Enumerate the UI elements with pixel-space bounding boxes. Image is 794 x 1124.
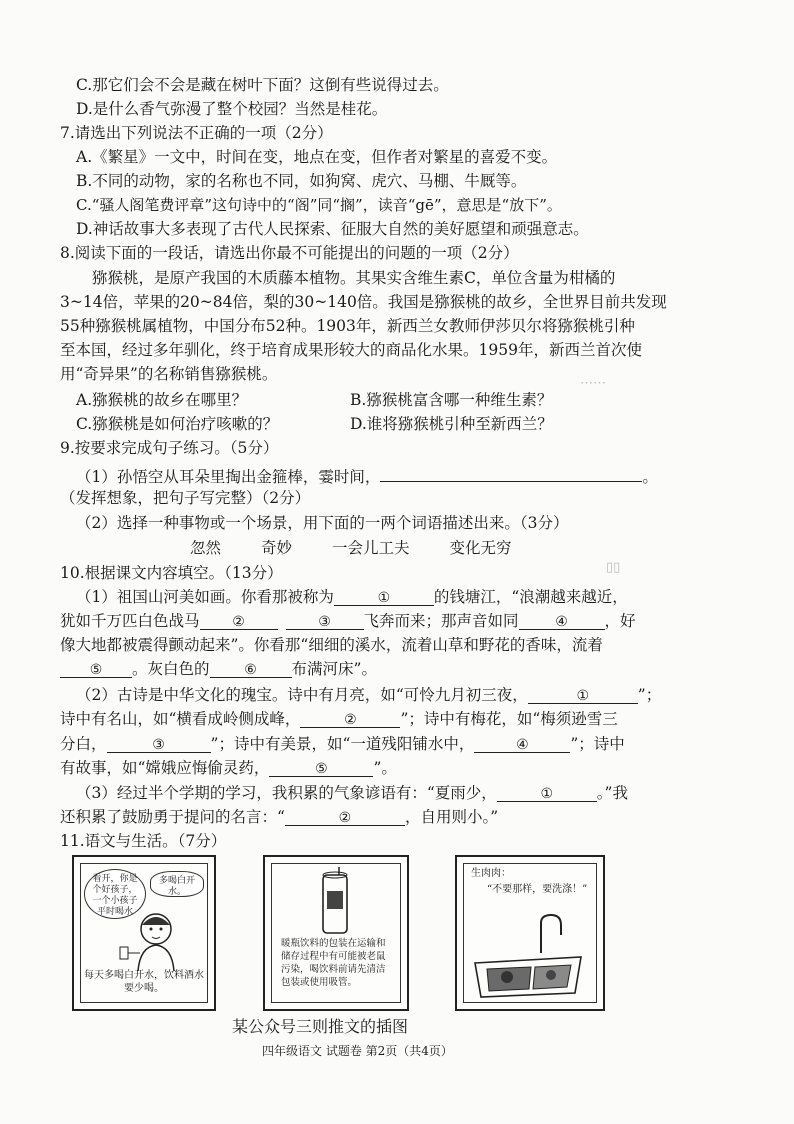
q8-option-d: D.谁将猕猴桃引种至新西兰？ — [350, 415, 553, 433]
q8-stem: 8.阅读下面的一段话，请选出你最不可能提出的问题的一项（2分） — [60, 244, 519, 262]
page-footer: 四年级语文 试题卷 第2页（共4页） — [262, 1044, 453, 1058]
illustration-panel-sink — [455, 855, 605, 1011]
q9-sentence-2: （2）选择一种事物或一个场景，用下面的一两个词语描述出来。（3分） — [76, 514, 569, 532]
q10-poem-blank-5[interactable]: ⑤ — [269, 758, 373, 777]
drink-can-icon — [317, 867, 353, 937]
illustration-panel-can — [263, 855, 409, 1011]
q10-text: ”； — [637, 686, 662, 704]
speech-bubble-right: 多喝白开水。 — [150, 871, 204, 897]
q7-option-c: C.“骚人阁笔费评章”这句诗中的“阁”同“搁”，读音“gē”，意思是“放下”。 — [76, 196, 562, 214]
q10-text: （3）经过半个学期的学习，我积累的气象谚语有：“夏雨少， — [76, 784, 497, 802]
q10-part3-line1 — [76, 782, 794, 804]
q10-text: ”；诗中 — [570, 735, 625, 753]
q8-option-a: A.猕猴桃的故乡在哪里？ — [76, 391, 248, 409]
q9-word: 奇妙 — [261, 539, 293, 557]
q10-blank-4[interactable]: ④ — [519, 611, 605, 630]
q10-text: ，好 — [604, 612, 636, 630]
q8-passage-line-5: 用“奇异果”的名称销售猕猴桃。 — [60, 365, 278, 383]
q7-stem: 7.请选出下列说法不正确的一项（2分） — [60, 124, 333, 142]
figure-caption: 某公众号三则推文的插图 — [232, 1017, 409, 1036]
q7-option-a: A.《繁星》一文中，时间在变，地点在变，但作者对繁星的喜爱不变。 — [76, 148, 558, 166]
panel3-quote: “不要那样，要洗涤！” — [487, 884, 588, 895]
q10-text: 。”我 — [596, 784, 628, 802]
q10-part1-line1 — [76, 586, 794, 608]
q10-text: （1）祖国山河美如画。你看那被称为 — [76, 588, 334, 606]
q10-text: （2）古诗是中华文化的瑰宝。诗中有月亮，如“可怜九月初三夜， — [76, 686, 528, 704]
q10-blank-6[interactable]: ⑥ — [210, 659, 292, 678]
q10-part2-line3 — [60, 733, 794, 755]
q9-word: 变化无穷 — [449, 539, 512, 557]
q10-text: 诗中有名山，如“横看成岭侧成峰， — [60, 710, 301, 728]
panel3-header: 生肉肉： — [471, 868, 511, 879]
q10-text: 犹如千万匹白色战马 — [60, 612, 200, 630]
q10-text: 飞奔而来；那声音如同 — [363, 612, 519, 630]
q10-blank-2[interactable]: ② — [200, 611, 278, 630]
q9-sentence-1 — [76, 463, 794, 488]
q10-quote-blank-2[interactable]: ② — [285, 807, 405, 826]
illustration-panel-water — [72, 855, 216, 1011]
q10-poem-blank-2[interactable]: ② — [300, 709, 400, 728]
q10-text: 的钱塘江，“浪潮越来越近， — [433, 588, 628, 606]
q10-blank-3[interactable]: ③ — [286, 611, 364, 630]
q10-part1-line3: 像大地都被震得颤动起来”。你看那“细细的溪水，流着山草和野花的香味，流着 — [60, 636, 603, 654]
q8-passage-line-4: 至本国，经过多年驯化，终于培育成果形较大的商品化水果。1959年，新西兰首次使 — [60, 341, 642, 359]
panel1-caption: 每天多喝白开水，饮料酒水要少喝。 — [84, 970, 204, 994]
q10-part1-line4 — [60, 658, 794, 680]
q9-sentence-1-blank[interactable] — [380, 463, 642, 482]
q10-part2-line1 — [76, 684, 794, 706]
q10-text: 布满河床”。 — [291, 660, 377, 678]
panel2-caption: 暖瓶饮料的包装在运输和储存过程中有可能被老鼠污染，喝饮料前请先清洁包装或使用吸管。 — [281, 938, 386, 988]
q6-option-d: D.是什么香气弥漫了整个校园？当然是桂花。 — [76, 100, 388, 118]
bleed-through-mark: ⋯⋯ — [580, 376, 606, 391]
q10-part2-line2 — [60, 708, 794, 730]
q9-sentence-1-note: （发挥想象，把句子写完整）（2分） — [60, 489, 311, 507]
q8-passage-line-2: 3~14倍，苹果的20~84倍，梨的30~140倍。我国是猕猴桃的故乡，全世界目前共发现 — [60, 293, 667, 311]
q10-poem-blank-1[interactable]: ① — [528, 685, 638, 704]
q10-text: ，自用则小。” — [404, 808, 499, 826]
sink-faucet-icon — [471, 913, 589, 999]
q9-stem: 9.按要求完成句子练习。（5分） — [60, 439, 279, 457]
q10-stem: 10.根据课文内容填空。（13分） — [60, 564, 283, 582]
q8-passage-line-3: 55种猕猴桃属植物，中国分布52种。1903年，新西兰女教师伊莎贝尔将猕猴桃引种 — [60, 317, 635, 335]
q9-word: 一会儿工夫 — [332, 539, 410, 557]
q10-part3-line2 — [60, 806, 794, 828]
q6-option-c: C.那它们会不会是藏在树叶下面？这倒有些说得过去。 — [76, 76, 449, 94]
q10-text: 分白， — [60, 735, 107, 753]
q10-text: ”；诗中有梅花，如“梅须逊雪三 — [400, 710, 618, 728]
q9-word-list — [190, 537, 794, 559]
q10-text: ”；诗中有美景，如“一道残阳铺水中， — [210, 735, 475, 753]
q8-option-c: C.猕猴桃是如何治疗咳嗽的？ — [76, 415, 279, 433]
q10-blank-1[interactable]: ① — [334, 587, 434, 606]
q7-option-b: B.不同的动物，家的名称也不同，如狗窝、虎穴、马棚、牛厩等。 — [76, 172, 527, 190]
q10-text: 还积累了鼓励勇于提问的名言：“ — [60, 808, 285, 826]
q7-option-d: D.神话故事大多表现了古代人民探索、征服大自然的美好愿望和顽强意志。 — [76, 220, 589, 238]
q10-proverb-blank-1[interactable]: ① — [497, 783, 597, 802]
q10-part1-line2 — [60, 610, 794, 632]
q10-text: 有故事，如“嫦娥应悔偷灵药， — [60, 759, 270, 777]
q10-text: 。灰白色的 — [132, 660, 210, 678]
q9-word: 忽然 — [190, 539, 222, 557]
q10-poem-blank-4[interactable]: ④ — [474, 734, 570, 753]
speech-bubble-left: 看开，你是个好孩子，一个小孩子平时喝水 — [84, 869, 146, 919]
q10-part2-line4 — [60, 757, 794, 779]
q10-blank-5[interactable]: ⑤ — [60, 659, 132, 678]
child-drinking-icon — [110, 907, 190, 977]
q11-stem: 11.语文与生活。（7分） — [60, 832, 227, 850]
q10-poem-blank-3[interactable]: ③ — [107, 734, 211, 753]
q10-text: ”。 — [373, 759, 397, 777]
q8-passage-line-1: 猕猴桃，是原产我国的木质藤本植物。其果实含维生素C，单位含量为柑橘的 — [92, 269, 616, 287]
q9-sentence-1-text: （1）孙悟空从耳朵里掏出金箍棒，霎时间， — [76, 468, 381, 486]
q9-sentence-1-end: 。 — [642, 468, 658, 486]
bleed-through-mark: ▯▯ — [606, 560, 621, 575]
q8-option-b: B.猕猴桃富含哪一种维生素？ — [350, 391, 553, 409]
